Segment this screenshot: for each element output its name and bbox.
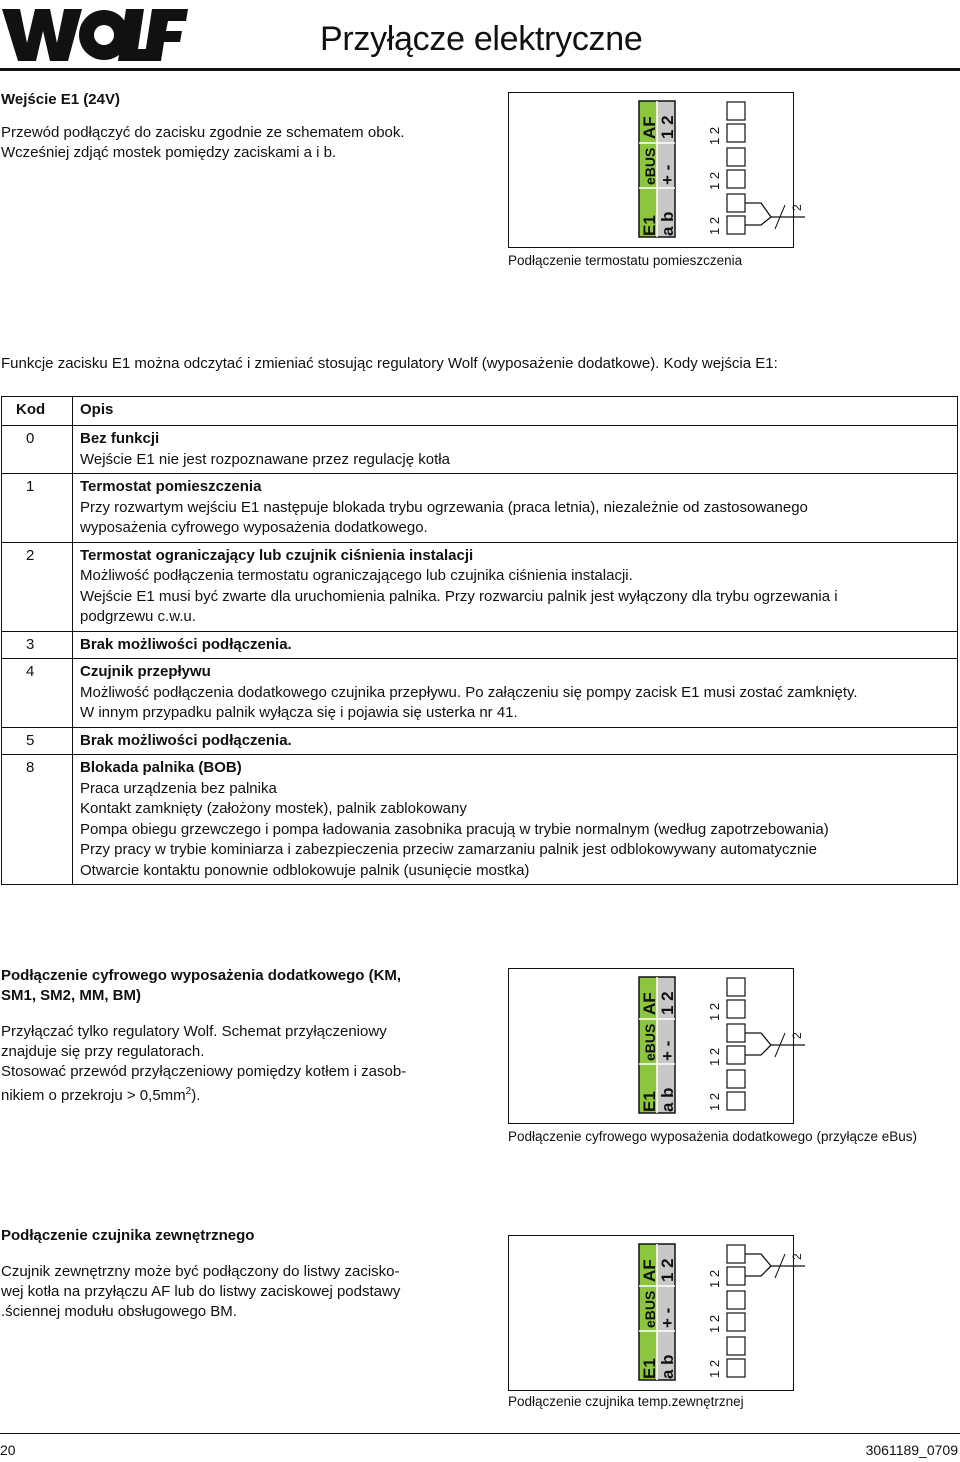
code-cell: 5 [2, 727, 73, 755]
document-number: 3061189_0709 [865, 1442, 958, 1458]
label-af-nums: 1 2 [658, 991, 677, 1015]
label-ab: a b [658, 211, 677, 236]
pin-numbers: 1 2 [707, 1092, 722, 1111]
code-cell: 4 [2, 659, 73, 728]
row-line: podgrzewu c.w.u. [80, 608, 196, 625]
label-e1: E1 [640, 1091, 659, 1112]
row-line: Możliwość podłączenia dodatkowego czujnika przepływu. Po załączeniu się pompy zacisk E1 musi zostać zamknięty. [80, 683, 858, 701]
row-line: wyposażenia cyfrowego wyposażenia dodatkowego. [80, 519, 428, 536]
code-cell: 2 [2, 542, 73, 631]
text-line: Stosować przewód przyłączeniowy pomiędzy kotłem i zasob- [1, 1063, 407, 1080]
text-line: .ściennej modułu obsługowego BM. [1, 1303, 237, 1320]
row-title: Brak możliwości podłączenia. [80, 635, 292, 653]
text-line: znajduje się przy regulatorach. [1, 1043, 205, 1060]
e1-codes-table [1, 396, 958, 885]
wire-count: 2 [790, 1253, 804, 1260]
pin-numbers: 1 2 [707, 1002, 722, 1021]
description-cell [73, 631, 958, 659]
col-opis: Opis [73, 397, 958, 426]
text-line: Przyłączać tylko regulatory Wolf. Schemat przyłączeniowy [1, 1023, 387, 1040]
table-row [2, 542, 958, 631]
label-ab: a b [658, 1354, 677, 1379]
row-line: Otwarcie kontaktu ponownie odblokowuje palnik (usunięcie mostka) [80, 861, 530, 879]
pin-numbers: 1 2 [707, 171, 722, 190]
label-af: AF [640, 116, 659, 139]
label-af-nums: 1 2 [658, 115, 677, 139]
footer-rule [0, 1433, 960, 1434]
row-line: Przy pracy w trybie kominiarza i zabezpieczenia przeciw zamarzaniu palnik jest odblokowywany automatycznie [80, 841, 817, 858]
label-e1: E1 [640, 215, 659, 236]
section-ebus-text [1, 1022, 461, 1106]
text-line: Czujnik zewnętrzny może być podłączony do listwy zacisko- [1, 1263, 400, 1280]
row-line: Wejście E1 musi być zwarte dla uruchomienia palnika. Przy rozwarciu palnik jest wyłączony dla trybu ogrzewania i [80, 587, 838, 605]
code-cell: 3 [2, 631, 73, 659]
pin-numbers: 1 2 [707, 1359, 722, 1378]
label-ebus: eBUS [642, 147, 658, 185]
description-cell [73, 542, 958, 631]
table-row [2, 474, 958, 543]
row-title: Termostat ograniczający lub czujnik ciśnienia instalacji [80, 546, 474, 564]
label-af: AF [640, 992, 659, 1015]
row-title: Blokada palnika (BOB) [80, 759, 242, 776]
section-e1-line: Przewód podłączyć do zacisku zgodnie ze schematem obok. [1, 124, 405, 141]
row-line: W innym przypadku palnik wyłącza się i pojawia się usterka nr 41. [80, 704, 518, 721]
heading-line: Podłączenie cyfrowego wyposażenia dodatkowego (KM, [1, 967, 402, 984]
description-cell [73, 755, 958, 885]
description-cell [73, 426, 958, 474]
section-e1-line: Wcześniej zdjąć mostek pomiędzy zaciskami a i b. [1, 144, 337, 161]
table-row [2, 659, 958, 728]
text-line: wej kotła na przyłączu AF lub do listwy zaciskowej podstawy [1, 1283, 401, 1300]
label-plus-minus: + - [658, 1040, 677, 1061]
label-ab: a b [658, 1087, 677, 1112]
description-cell [73, 659, 958, 728]
wire-count: 2 [790, 204, 804, 211]
text-tail: ). [191, 1087, 201, 1104]
e1-intro: Funkcje zacisku E1 można odczytać i zmieniać stosując regulatory Wolf (wyposażenie dodatkowe). Kody wejścia E1: [1, 355, 778, 372]
diagram-outdoor-sensor [508, 1235, 804, 1391]
page-title: Przyłącze elektryczne [320, 20, 643, 58]
wire-count: 2 [790, 1032, 804, 1039]
code-cell: 1 [2, 474, 73, 543]
text-line: nikiem o przekroju > $0,5mm^2$). [1, 1086, 201, 1104]
col-kod: Kod [2, 397, 73, 426]
row-title: Brak możliwości podłączenia. [80, 731, 292, 749]
diagram-room-thermostat [508, 92, 804, 248]
table-header-row [2, 397, 958, 426]
page-number: 20 [0, 1442, 16, 1458]
row-title: Termostat pomieszczenia [80, 478, 262, 495]
pin-numbers: 1 2 [707, 1047, 722, 1066]
terminal-boxes [727, 978, 745, 1110]
row-line: Praca urządzenia bez palnika [80, 779, 277, 797]
label-ebus: eBUS [642, 1290, 658, 1328]
section-e1-heading: Wejście E1 (24V) [1, 91, 120, 108]
row-title: Bez funkcji [80, 430, 160, 447]
description-cell [73, 727, 958, 755]
section-af-text [1, 1262, 461, 1322]
heading-line: SM1, SM2, MM, BM) [1, 987, 142, 1004]
caption-outdoor-sensor: Podłączenie czujnika temp.zewnętrznej [508, 1394, 744, 1409]
section-af-heading: Podłączenie czujnika zewnętrznego [1, 1227, 255, 1244]
label-e1: E1 [640, 1358, 659, 1379]
pin-numbers: 1 2 [707, 126, 722, 145]
superscript: 2 [185, 1086, 192, 1097]
label-plus-minus: + - [658, 1307, 677, 1328]
section-ebus-heading [1, 966, 401, 1006]
row-title: Czujnik przepływu [80, 663, 211, 680]
label-af: AF [640, 1259, 659, 1282]
row-line: Wejście E1 nie jest rozpoznawane przez regulację kotła [80, 450, 450, 468]
section-e1-text [1, 123, 405, 163]
description-cell [73, 474, 958, 543]
label-af-nums: 1 2 [658, 1258, 677, 1282]
header-rule [0, 68, 960, 71]
terminal-boxes [727, 1245, 745, 1377]
row-line: Pompa obiegu grzewczego i pompa ładowania zasobnika pracują w trybie normalnym (według zapotrzebowania) [80, 820, 829, 838]
caption-room-thermostat: Podłączenie termostatu pomieszczenia [508, 253, 743, 268]
table-row [2, 727, 958, 755]
pin-numbers: 1 2 [707, 1269, 722, 1288]
row-line: Kontakt zamknięty (założony mostek), palnik zablokowany [80, 800, 467, 817]
row-line: Przy rozwartym wejściu E1 następuje blokada trybu ogrzewania (praca letnia), niezależnie od zastosowanego [80, 498, 808, 516]
row-line: Możliwość podłączenia termostatu ograniczającego lub czujnika ciśnienia instalacji. [80, 567, 633, 584]
label-ebus: eBUS [642, 1023, 658, 1061]
code-cell: 0 [2, 426, 73, 474]
caption-ebus: Podłączenie cyfrowego wyposażenia dodatkowego (przyłącze eBus) [508, 1129, 917, 1144]
terminal-boxes [727, 102, 745, 234]
pin-numbers: 1 2 [707, 1314, 722, 1333]
diagram-ebus [508, 968, 804, 1124]
table-row [2, 631, 958, 659]
table-row [2, 755, 958, 885]
label-plus-minus: + - [658, 164, 677, 185]
pin-numbers: 1 2 [707, 216, 722, 235]
wolf-logo [0, 5, 190, 63]
table-row [2, 426, 958, 474]
code-cell: 8 [2, 755, 73, 885]
